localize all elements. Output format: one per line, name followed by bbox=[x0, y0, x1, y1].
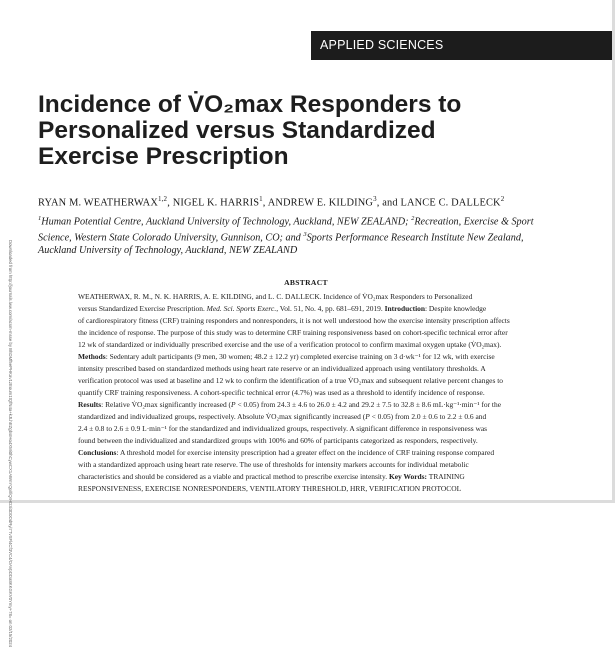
abstract-line bbox=[78, 399, 533, 411]
author-affiliation-mark: 3 bbox=[373, 195, 377, 203]
abstract-italic-text: P bbox=[231, 400, 236, 409]
abstract-line bbox=[78, 315, 533, 327]
abstract-text: < 0.05) from 24.3 ± 4.6 to 26.0 ± 4.2 and 29.2 ± 7.5 to 32.8 ± 8.6 mL·kg⁻¹·min⁻¹ for the bbox=[235, 400, 502, 409]
section-label: APPLIED SCIENCES bbox=[320, 38, 444, 52]
abstract-line bbox=[78, 411, 533, 423]
author-affiliation-mark: 1,2 bbox=[157, 195, 168, 203]
article-title bbox=[38, 92, 558, 170]
download-watermark bbox=[3, 240, 13, 647]
author-separator: , and bbox=[376, 197, 401, 209]
abstract-line bbox=[78, 387, 533, 399]
author-affiliation-mark: 1 bbox=[259, 195, 263, 203]
abstract-line bbox=[78, 339, 533, 351]
abstract-line bbox=[78, 375, 533, 387]
abstract-heading: ABSTRACT bbox=[284, 278, 328, 287]
download-note-text: Downloaded from http://journals.lww.com/acsm-msse by BhDMf5ePHKav1zEoum1tQfN4a+kJLhEZgbsIHo4XMi0hCywCX1AWnYQp/IlQrHD3i3D0OdRyi7TvSFl4Cf3VC4/OAVpDDa8KKGKV0Ymy+78= on 02/15/2024 bbox=[8, 240, 13, 647]
author-name: RYAN M. WEATHERWAX bbox=[38, 197, 158, 209]
abstract-text: of cardiorespiratory fitness (CRF) training responders and nonresponders, it is not well understood how the exercise intensity prescription affects bbox=[78, 316, 510, 325]
abstract-text: quantify CRF training responsiveness. A cohort-specific technical error (4.7%) was used as a threshold to identify incidence of response. bbox=[78, 388, 485, 397]
abstract-text: with a standardized approach using heart rate reserve. The use of thresholds for intensity markers accounts for individual metabolic bbox=[78, 460, 469, 469]
abstract-line bbox=[78, 483, 533, 495]
abstract-text: : Relative V̇O₂max significantly increased ( bbox=[101, 400, 232, 409]
abstract-text: : Despite knowledge bbox=[425, 304, 487, 313]
abstract-line bbox=[78, 435, 533, 447]
affiliation-text: Sports Performance Research Institute New Zealand, bbox=[306, 232, 524, 244]
author-name: ANDREW E. KILDING bbox=[267, 197, 374, 209]
abstract-body bbox=[78, 291, 533, 495]
abstract-text: characteristics and should be considered as a viable and practical method to prescribe exercise intensity. bbox=[78, 472, 389, 481]
abstract-line bbox=[78, 471, 533, 483]
abstract-text: standardized and individualized groups, respectively. Absolute V̇O₂max significantly increased ( bbox=[78, 412, 366, 421]
abstract-line bbox=[78, 459, 533, 471]
abstract-text: : Sedentary adult participants (9 men, 30 women; 48.2 ± 12.2 yr) completed exercise training on 3 d·wk⁻¹ for 12 wk, with exercise bbox=[105, 352, 495, 361]
abstract-text: the incidence of response. The purpose of this study was to determine CRF training responsiveness based on cohort-specific technical error after bbox=[78, 328, 508, 337]
affiliation-mark: 1 bbox=[38, 215, 42, 222]
abstract-text: WEATHERWAX, R. M., N. K. HARRIS, A. E. KILDING, and L. C. DALLECK. Incidence of V̇O₂max Responders to Personalized bbox=[78, 292, 473, 301]
title-line: Incidence of V̇O₂max Responders to bbox=[38, 91, 462, 118]
abstract-text: , Vol. 51, No. 4, pp. 681–691, 2019. bbox=[276, 304, 385, 313]
abstract-italic-text: Med. Sci. Sports Exerc. bbox=[206, 304, 277, 313]
title-line: Exercise Prescription bbox=[38, 143, 289, 170]
author-separator: , bbox=[262, 197, 268, 209]
affiliation-line bbox=[38, 245, 603, 257]
abstract-text: 12 wk of standardized or individually prescribed exercise and the use of a verification protocol to confirm maximal oxygen uptake (V̇O₂max). bbox=[78, 340, 502, 349]
abstract-section-label: Introduction bbox=[384, 304, 425, 313]
abstract-text: : A threshold model for exercise intensity prescription had a greater effect on the incidence of CRF training response compared bbox=[116, 448, 495, 457]
title-line: Personalized versus Standardized bbox=[38, 117, 436, 144]
affiliation-line bbox=[38, 213, 603, 229]
abstract-text: found between the individualized and standardized groups with 100% and 60% of participants categorized as responders, respectively. bbox=[78, 436, 478, 445]
abstract-section-label: Conclusions bbox=[78, 448, 117, 457]
author-affiliation-mark: 2 bbox=[500, 195, 505, 203]
author-name: NIGEL K. HARRIS bbox=[172, 197, 260, 209]
section-banner bbox=[311, 31, 612, 60]
abstract-text: intensity prescribed based on standardized methods using heart rate reserve or an individualized approach using ventilatory thresholds. A bbox=[78, 364, 486, 373]
abstract-section-label: Key Words: bbox=[388, 472, 428, 481]
abstract-text: < 0.05) from 2.0 ± 0.6 to 2.2 ± 0.6 and bbox=[369, 412, 487, 421]
affiliation-mark: 2 bbox=[411, 215, 415, 222]
abstract-text: RESPONSIVENESS, EXERCISE NONRESPONDERS, VENTILATORY THRESHOLD, HRR, VERIFICATION PROTOCOL bbox=[78, 484, 462, 493]
abstract-text: versus Standardized Exercise Prescription. bbox=[78, 304, 207, 313]
abstract-italic-text: P bbox=[365, 412, 370, 421]
affiliation-text: Human Potential Centre, Auckland University of Technology, Auckland, NEW ZEALAND; bbox=[41, 216, 412, 228]
author-name: LANCE C. DALLECK bbox=[400, 197, 501, 209]
abstract-text: TRAINING bbox=[427, 472, 465, 481]
abstract-line bbox=[78, 327, 533, 339]
affiliation-text: Auckland University of Technology, Auckland, NEW ZEALAND bbox=[38, 244, 298, 256]
abstract-line bbox=[78, 423, 533, 435]
affiliation-mark: 3 bbox=[303, 230, 307, 238]
affiliation-line bbox=[38, 229, 603, 245]
affiliations bbox=[38, 213, 603, 257]
abstract-line bbox=[78, 303, 533, 315]
affiliation-text: Recreation, Exercise & Sport bbox=[414, 216, 534, 228]
abstract-line bbox=[78, 447, 533, 459]
abstract-section-label: Methods bbox=[78, 352, 106, 361]
abstract-text: verification protocol was used at baseline and 12 wk to confirm the identification of a true V̇O₂max and subsequent relative percent changes to bbox=[78, 376, 504, 385]
abstract-section-label: Results bbox=[78, 400, 102, 409]
abstract-line bbox=[78, 363, 533, 375]
abstract-text: 2.4 ± 0.8 to 2.6 ± 0.9 L·min⁻¹ for the standardized and individualized groups, respectively. A significant difference in responsiveness was bbox=[78, 424, 488, 433]
affiliation-text: Science, Western State Colorado University, Gunnison, CO; and bbox=[38, 232, 304, 244]
author-separator: , bbox=[167, 197, 173, 209]
abstract-line bbox=[78, 351, 533, 363]
abstract-line bbox=[78, 291, 533, 303]
author-list bbox=[38, 195, 598, 208]
